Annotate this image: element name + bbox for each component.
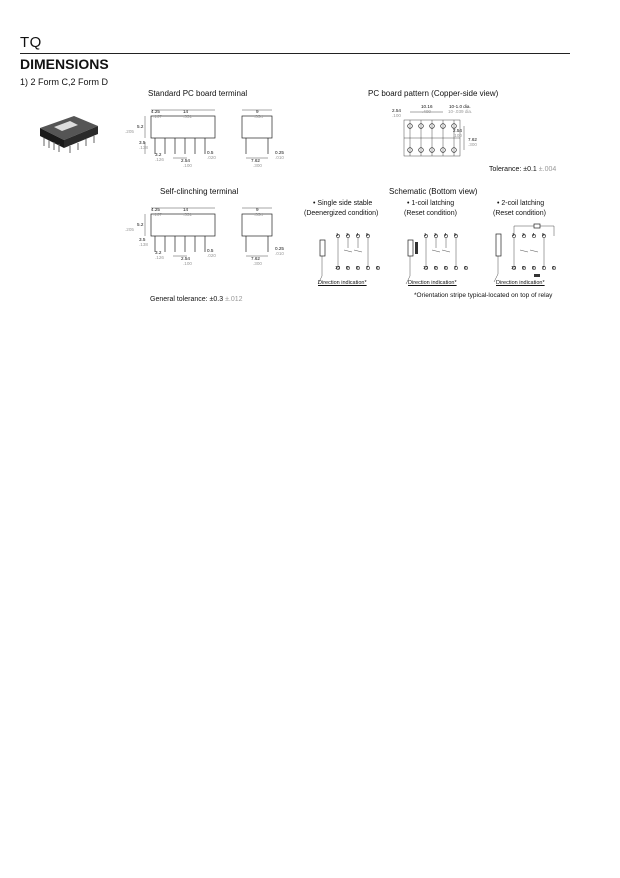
sch-c-pin-top-1: 1 xyxy=(512,232,515,237)
section-subtitle: 1) 2 Form C,2 Form D xyxy=(20,77,109,87)
schematic-c-subtitle: (Reset condition) xyxy=(493,210,546,217)
pcb-dim-2: 10.16 xyxy=(421,104,433,109)
sc-dim-9: 0.25 xyxy=(275,246,284,251)
std-dim-5: 3.2 xyxy=(155,152,162,157)
std-dim-4-in: .205 xyxy=(125,129,134,134)
schematic-b-title: • 1-coil latching xyxy=(407,200,455,207)
sc-dim-2: 14 xyxy=(183,207,189,212)
sch-a-pin-top-1: 1 xyxy=(336,232,339,237)
pcb-dim-4-in: .100 xyxy=(453,133,462,138)
std-dim-7-in: .020 xyxy=(207,155,216,160)
std-dim-9-in: .010 xyxy=(275,155,284,160)
std-dim-4: 5.2 xyxy=(137,124,144,129)
sc-dim-6-in: .138 xyxy=(139,242,148,247)
sch-a-pin-bot-6: 6 xyxy=(376,265,379,270)
pcb-dim-4: 2.54 xyxy=(453,128,462,133)
std-dim-6-in: .138 xyxy=(139,145,148,150)
schematic-b-subtitle: (Reset condition) xyxy=(404,210,457,217)
sc-dim-7: 0.5 xyxy=(207,248,214,253)
pcb-pattern-caption: PC board pattern (Copper-side view) xyxy=(368,89,499,98)
std-dim-9: 0.25 xyxy=(275,150,284,155)
sch-b-pin-bot-7: 7 xyxy=(454,265,457,270)
std-dim-8-in: .100 xyxy=(183,163,192,168)
schematic-c-direction: Direction indication* xyxy=(496,280,545,286)
relay-photo xyxy=(34,108,104,158)
schematic-caption: Schematic (Bottom view) xyxy=(389,187,478,196)
pcb-dim-2-in: .400 xyxy=(422,109,431,114)
std-dim-2-in: .551 xyxy=(183,114,192,119)
schematic-a-title: • Single side stable xyxy=(313,200,373,207)
sc-dim-6: 3.5 xyxy=(139,237,146,242)
sch-a-pin-bot-7: 7 xyxy=(366,265,369,270)
general-tolerance-mm: General tolerance: ±0.3 xyxy=(150,296,224,303)
sch-c-pin-bot-7: 7 xyxy=(542,265,545,270)
schematic-c-drawing xyxy=(492,222,562,288)
sch-a-pin-bot-8: 8 xyxy=(356,265,359,270)
sch-b-pin-top-5: 5 xyxy=(454,232,457,237)
sc-dim-5-in: .126 xyxy=(155,255,164,260)
sch-b-pin-top-3: 3 xyxy=(434,232,437,237)
schematic-orientation-note: *Orientation stripe typical-located on top of relay xyxy=(414,292,553,299)
standard-terminal-side-drawing xyxy=(125,102,235,164)
pcb-dim-1: 2.54 xyxy=(392,108,401,113)
sc-dim-10: 7.62 xyxy=(251,256,260,261)
sch-c-pin-top-3: 3 xyxy=(522,232,525,237)
std-dim-10-in: .300 xyxy=(253,163,262,168)
schematic-b-drawing xyxy=(404,228,474,288)
schematic-a-drawing xyxy=(316,228,386,288)
sch-b-pin-bot-6: 6 xyxy=(464,265,467,270)
sch-b-pin-top-1: 1 xyxy=(424,232,427,237)
sc-dim-8: 2.54 xyxy=(181,256,190,261)
schematic-b-direction: Direction indication* xyxy=(408,280,457,286)
standard-terminal-caption: Standard PC board terminal xyxy=(148,89,248,98)
pcb-dim-1-in: .100 xyxy=(392,113,401,118)
sc-dim-4-in: .205 xyxy=(125,227,134,232)
sc-dim-2-in: .551 xyxy=(183,212,192,217)
sch-b-pin-top-4: 4 xyxy=(444,232,447,237)
general-tolerance-in: ±.012 xyxy=(225,296,243,303)
std-dim-6: 3.5 xyxy=(139,140,146,145)
std-dim-5-in: .126 xyxy=(155,157,164,162)
std-dim-8: 2.54 xyxy=(181,158,190,163)
sch-c-pin-top-5: 5 xyxy=(542,232,545,237)
sc-dim-7-in: .020 xyxy=(207,253,216,258)
sch-a-pin-top-4: 4 xyxy=(356,232,359,237)
selfclinch-side-drawing xyxy=(125,200,235,262)
sc-dim-3: 9 xyxy=(256,207,259,212)
schematic-a-subtitle: (Deenergized condition) xyxy=(304,210,379,217)
pcb-tolerance-in: ±.004 xyxy=(538,166,557,173)
pcb-tolerance xyxy=(489,166,556,173)
sc-dim-5: 3.2 xyxy=(155,250,162,255)
sc-dim-8-in: .100 xyxy=(183,261,192,266)
sch-c-pin-bot-6: 6 xyxy=(552,265,555,270)
sch-b-pin-bot-10: 10 xyxy=(423,265,429,270)
sc-dim-1: 4.25 xyxy=(151,207,160,212)
schematic-c-title: • 2-coil latching xyxy=(497,200,545,207)
schematic-a-direction: Direction indication* xyxy=(318,280,367,286)
std-dim-7: 0.5 xyxy=(207,150,214,155)
std-dim-1-in: .167 xyxy=(153,114,162,119)
header-rule xyxy=(20,53,570,54)
pcb-dim-5: 7.62 xyxy=(468,137,477,142)
sch-c-pin-bot-10: 10 xyxy=(511,265,517,270)
sch-a-pin-top-3: 3 xyxy=(346,232,349,237)
sc-dim-9-in: .010 xyxy=(275,251,284,256)
pcb-dim-3-in: 10-.039 dia. xyxy=(448,109,473,114)
std-dim-3-in: .354 xyxy=(254,114,263,119)
sch-a-pin-top-5: 5 xyxy=(366,232,369,237)
page-header-title: TQ xyxy=(20,34,42,51)
pcb-tolerance-mm: Tolerance: ±0.1 xyxy=(489,166,537,173)
sch-c-pin-top-4: 4 xyxy=(532,232,535,237)
sch-b-pin-bot-9: 9 xyxy=(434,265,437,270)
std-dim-2: 14 xyxy=(183,109,189,114)
sc-dim-10-in: .300 xyxy=(253,261,262,266)
pcb-dim-5-in: .300 xyxy=(468,142,477,147)
pcb-dim-3: 10-1.0 dia. xyxy=(449,104,471,109)
sc-dim-1-in: .167 xyxy=(153,212,162,217)
std-dim-1: 4.25 xyxy=(151,109,160,114)
sc-dim-3-in: .354 xyxy=(254,212,263,217)
general-tolerance xyxy=(150,296,243,303)
std-dim-3: 9 xyxy=(256,109,259,114)
sch-a-pin-bot-10: 10 xyxy=(335,265,341,270)
sc-dim-4: 5.2 xyxy=(137,222,144,227)
sch-b-pin-bot-8: 8 xyxy=(444,265,447,270)
sch-c-pin-bot-8: 8 xyxy=(532,265,535,270)
selfclinch-caption: Self-clinching terminal xyxy=(160,187,239,196)
std-dim-10: 7.62 xyxy=(251,158,260,163)
section-title: DIMENSIONS xyxy=(20,56,109,72)
sch-c-pin-bot-9: 9 xyxy=(522,265,525,270)
pcb-pattern-drawing xyxy=(390,102,490,164)
sch-a-pin-bot-9: 9 xyxy=(346,265,349,270)
